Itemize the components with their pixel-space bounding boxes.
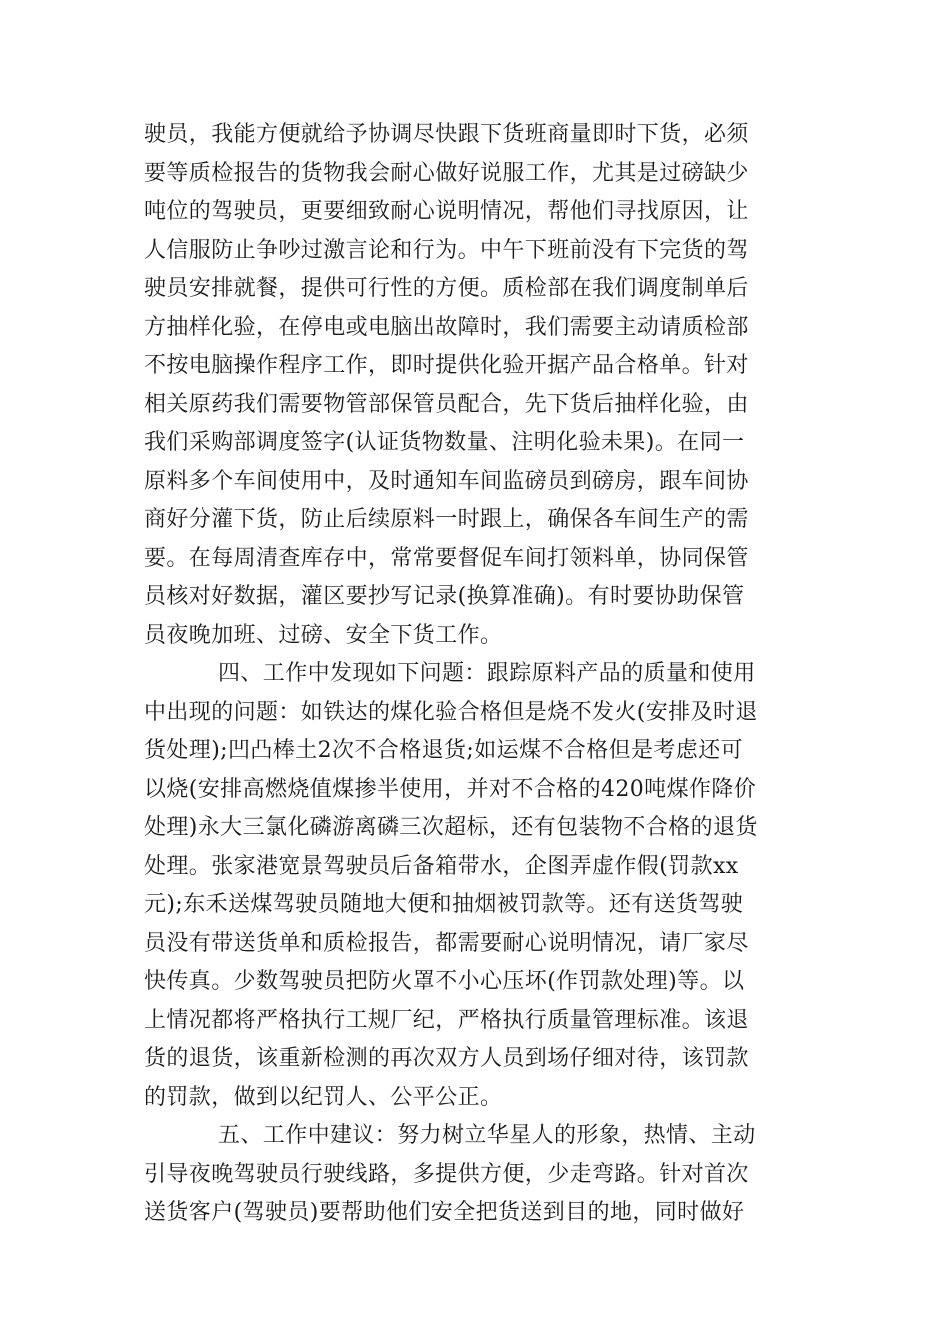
text-line: 货处理);凹凸棒土2次不合格退货;如运煤不合格但是考虑还可 [144, 738, 744, 763]
section-heading-line: 五、工作中建议：努力树立华星人的形象，热情、主动 [218, 1123, 756, 1148]
text-line: 相关原药我们需要物管部保管员配合，先下货后抽样化验，由 [144, 391, 749, 417]
text-line: 不按电脑操作程序工作，即时提供化验开据产品合格单。针对 [144, 353, 749, 378]
text-line: 商好分灌下货，防止后续原料一时跟上，确保各车间生产的需 [144, 507, 749, 532]
text-line: 元);东禾送煤驾驶员随地大便和抽烟被罚款等。还有送货驾驶 [144, 892, 744, 917]
text-line: 要。在每周清查库存中，常常要督促车间打领料单，协同保管 [144, 545, 749, 571]
text-line: 人信服防止争吵过激言论和行为。中午下班前没有下完货的驾 [144, 237, 749, 263]
text-line: 以烧(安排高燃烧值煤掺半使用，并对不合格的420吨煤作降价 [144, 776, 757, 802]
section-heading-line: 四、工作中发现如下问题：跟踪原料产品的质量和使用 [218, 661, 756, 686]
text-line: 我们采购部调度签字(认证货物数量、注明化验未果)。在同一 [144, 430, 745, 455]
text-line: 方抽样化验，在停电或电脑出故障时，我们需要主动请质检部 [144, 314, 749, 340]
text-line: 吨位的驾驶员，更要细致耐心说明情况，帮他们寻找原因，让 [144, 199, 749, 224]
text-line: 原料多个车间使用中，及时通知车间监磅员到磅房，跟车间协 [144, 468, 749, 494]
text-line: 送货客户(驾驶员)要帮助他们安全把货送到目的地，同时做好 [144, 1200, 745, 1225]
text-line: 货的退货，该重新检测的再次双方人员到场仔细对待，该罚款 [144, 1046, 749, 1071]
text-line: 的罚款，做到以纪罚人、公平公正。 [144, 1084, 503, 1110]
text-line: 上情况都将严格执行工规厂纪，严格执行质量管理标准。该退 [144, 1007, 749, 1033]
text-line: 员没有带送货单和质检报告，都需要耐心说明情况，请厂家尽 [144, 930, 749, 956]
text-line: 要等质检报告的货物我会耐心做好说服工作，尤其是过磅缺少 [144, 160, 749, 186]
text-line: 引导夜晚驾驶员行驶线路，多提供方便，少走弯路。针对首次 [144, 1161, 749, 1187]
text-line: 中出现的问题：如铁达的煤化验合格但是烧不发火(安排及时退 [144, 699, 758, 725]
text-line: 处理)永大三氯化磷游离磷三次超标，还有包装物不合格的退货 [144, 815, 758, 840]
text-line: 快传真。少数驾驶员把防火罩不小心压坏(作罚款处理)等。以 [144, 969, 745, 994]
body-text [144, 116, 824, 1233]
text-line: 驶员，我能方便就给予协调尽快跟下货班商量即时下货，必须 [144, 122, 749, 147]
text-line: 处理。张家港宽景驾驶员后备箱带水，企图弄虚作假(罚款xx [144, 853, 739, 879]
text-line: 员核对好数据，灌区要抄写记录(换算准确)。有时要协助保管 [144, 584, 745, 609]
text-line: 驶员安排就餐，提供可行性的方便。质检部在我们调度制单后 [144, 276, 749, 301]
text-line: 员夜晚加班、过磅、安全下货工作。 [144, 622, 503, 648]
